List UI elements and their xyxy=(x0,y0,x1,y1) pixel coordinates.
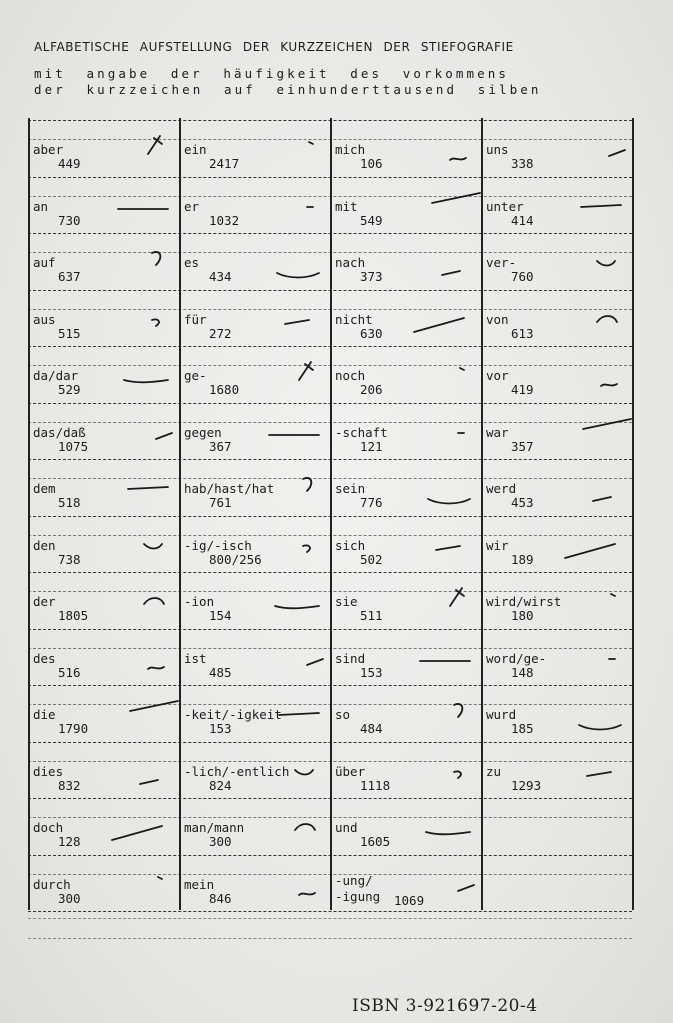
shorthand-glyph xyxy=(481,231,632,287)
cell-word: dem xyxy=(33,481,56,496)
shorthand-cell xyxy=(330,457,481,513)
subtitle-line-2: der kurzzeichen auf einhunderttausend silben xyxy=(34,82,542,97)
shorthand-cell xyxy=(330,288,481,344)
cell-frequency: 1118 xyxy=(360,777,391,793)
cell-frequency: 373 xyxy=(360,269,383,284)
shorthand-glyph xyxy=(481,288,632,344)
shorthand-cell xyxy=(330,627,481,683)
cell-word: wurd xyxy=(486,707,517,722)
shorthand-glyph xyxy=(481,118,632,174)
shorthand-glyph xyxy=(28,118,179,174)
shorthand-glyph xyxy=(330,796,481,852)
shorthand-cell xyxy=(481,683,632,739)
cell-frequency: 106 xyxy=(360,156,383,171)
shorthand-glyph xyxy=(481,570,632,626)
cell-frequency: 800/256 xyxy=(209,551,262,567)
cell-frequency: 761 xyxy=(209,495,232,510)
shorthand-glyph xyxy=(28,683,179,739)
shorthand-glyph xyxy=(28,175,179,231)
cell-word: noch xyxy=(335,368,366,383)
cell-frequency: 613 xyxy=(511,325,534,341)
cell-word: gegen xyxy=(184,424,222,440)
shorthand-cell xyxy=(179,740,330,796)
shorthand-glyph xyxy=(330,231,481,287)
shorthand-cell xyxy=(28,231,179,287)
cell-word: unter xyxy=(486,198,524,214)
shorthand-cell xyxy=(179,853,330,909)
shorthand-cell xyxy=(28,514,179,570)
shorthand-cell xyxy=(330,514,481,570)
cell-frequency: 153 xyxy=(360,664,383,680)
cell-frequency: 738 xyxy=(58,551,81,567)
shorthand-glyph xyxy=(179,740,330,796)
cell-word: aus xyxy=(33,311,56,327)
cell-word: für xyxy=(184,311,207,327)
cell-word: sein xyxy=(335,481,366,496)
cell-frequency: 180 xyxy=(511,608,534,623)
shorthand-glyph xyxy=(481,457,632,513)
shorthand-cell xyxy=(481,288,632,344)
shorthand-table xyxy=(28,118,632,910)
shorthand-glyph xyxy=(28,796,179,852)
shorthand-cell xyxy=(179,683,330,739)
cell-frequency: 154 xyxy=(209,608,232,623)
shorthand-glyph xyxy=(179,853,330,909)
cell-word: dies xyxy=(33,763,64,779)
cell-word: die xyxy=(33,707,56,722)
shorthand-cell xyxy=(28,175,179,231)
shorthand-cell xyxy=(179,175,330,231)
shorthand-cell xyxy=(481,740,632,796)
shorthand-cell xyxy=(28,401,179,457)
isbn-label: ISBN 3-921697-20-4 xyxy=(352,996,538,1016)
shorthand-glyph xyxy=(179,457,330,513)
cell-frequency: 832 xyxy=(58,777,81,793)
shorthand-cell xyxy=(179,514,330,570)
cell-frequency: 419 xyxy=(511,382,534,397)
cell-word: sie xyxy=(335,594,358,609)
shorthand-glyph xyxy=(179,627,330,683)
cell-word: mit xyxy=(335,198,358,214)
shorthand-cell xyxy=(481,796,632,852)
cell-frequency: 300 xyxy=(58,890,81,906)
cell-word: über xyxy=(335,763,366,779)
shorthand-cell xyxy=(28,118,179,174)
cell-frequency: 518 xyxy=(58,495,81,510)
cell-word: und xyxy=(335,820,358,835)
shorthand-glyph xyxy=(179,175,330,231)
cell-frequency: 1805 xyxy=(58,608,89,623)
cell-word: word/ge- xyxy=(486,650,547,666)
cell-word: so xyxy=(335,707,351,722)
shorthand-cell xyxy=(481,118,632,174)
shorthand-cell xyxy=(330,344,481,400)
shorthand-cell xyxy=(330,853,481,909)
shorthand-cell xyxy=(179,118,330,174)
cell-word: auf xyxy=(33,255,56,270)
cell-frequency: 485 xyxy=(209,664,232,680)
shorthand-cell xyxy=(330,740,481,796)
shorthand-cell xyxy=(179,231,330,287)
cell-word: nach xyxy=(335,255,366,270)
cell-frequency: 549 xyxy=(360,212,383,228)
shorthand-glyph xyxy=(330,457,481,513)
divider xyxy=(28,918,632,919)
shorthand-glyph xyxy=(179,344,330,400)
shorthand-cell xyxy=(179,401,330,457)
shorthand-glyph xyxy=(179,570,330,626)
cell-word: mein xyxy=(184,876,215,892)
cell-frequency: 367 xyxy=(209,438,232,454)
shorthand-cell xyxy=(330,401,481,457)
shorthand-glyph xyxy=(28,514,179,570)
shorthand-glyph xyxy=(28,853,179,909)
cell-word: durch xyxy=(33,876,71,892)
shorthand-glyph xyxy=(330,740,481,796)
cell-word: uns xyxy=(486,142,509,157)
cell-frequency: 128 xyxy=(58,834,81,849)
shorthand-glyph xyxy=(330,401,481,457)
cell-frequency: 300 xyxy=(209,834,232,849)
shorthand-glyph xyxy=(28,457,179,513)
cell-word: der xyxy=(33,594,56,609)
cell-word: ist xyxy=(184,650,207,666)
cell-word: -lich/-entlich xyxy=(184,763,290,779)
cell-frequency: 1790 xyxy=(58,721,89,736)
shorthand-glyph xyxy=(28,344,179,400)
shorthand-glyph xyxy=(28,627,179,683)
subtitle-line-1: mit angabe der häufigkeit des vorkommens xyxy=(34,66,510,81)
cell-word: den xyxy=(33,537,56,553)
shorthand-glyph xyxy=(179,288,330,344)
cell-frequency: 846 xyxy=(209,890,232,906)
shorthand-cell xyxy=(28,740,179,796)
cell-frequency: 1293 xyxy=(511,777,542,793)
shorthand-glyph xyxy=(330,627,481,683)
shorthand-cell xyxy=(330,796,481,852)
cell-frequency: 1069 xyxy=(394,892,425,908)
cell-word: vor xyxy=(486,368,509,383)
shorthand-cell xyxy=(481,627,632,683)
cell-word: -ung/ -igung xyxy=(335,872,381,904)
shorthand-glyph xyxy=(330,118,481,174)
cell-word: -ig/-isch xyxy=(184,537,252,553)
row-rule xyxy=(28,911,632,912)
shorthand-cell xyxy=(481,231,632,287)
shorthand-cell xyxy=(330,118,481,174)
shorthand-glyph xyxy=(28,401,179,457)
shorthand-glyph xyxy=(28,740,179,796)
shorthand-cell xyxy=(179,344,330,400)
cell-frequency: 776 xyxy=(360,495,383,510)
cell-word: des xyxy=(33,650,56,666)
cell-word: an xyxy=(33,198,49,214)
shorthand-cell xyxy=(179,627,330,683)
shorthand-cell xyxy=(481,853,632,909)
shorthand-glyph xyxy=(28,288,179,344)
cell-word: -keit/-igkeit xyxy=(184,707,282,722)
cell-frequency: 121 xyxy=(360,438,383,454)
shorthand-glyph xyxy=(481,740,632,796)
shorthand-cell xyxy=(28,796,179,852)
cell-frequency: 206 xyxy=(360,382,383,397)
cell-word: man/mann xyxy=(184,820,245,835)
shorthand-cell xyxy=(330,175,481,231)
cell-word: doch xyxy=(33,820,64,835)
shorthand-glyph xyxy=(28,570,179,626)
cell-word: -schaft xyxy=(335,424,388,440)
shorthand-glyph xyxy=(481,175,632,231)
cell-word: war xyxy=(486,424,509,440)
cell-word: ver- xyxy=(486,255,517,270)
shorthand-cell xyxy=(481,401,632,457)
cell-frequency: 502 xyxy=(360,551,383,567)
cell-word: sich xyxy=(335,537,366,553)
shorthand-glyph xyxy=(481,683,632,739)
cell-frequency: 338 xyxy=(511,156,534,171)
shorthand-glyph xyxy=(481,514,632,570)
shorthand-cell xyxy=(28,344,179,400)
shorthand-cell xyxy=(330,231,481,287)
cell-frequency: 516 xyxy=(58,664,81,680)
cell-frequency: 637 xyxy=(58,269,81,284)
shorthand-cell xyxy=(179,570,330,626)
cell-frequency: 760 xyxy=(511,269,534,284)
shorthand-glyph xyxy=(330,514,481,570)
shorthand-glyph xyxy=(179,231,330,287)
cell-word: da/dar xyxy=(33,368,79,383)
cell-word: werd xyxy=(486,481,517,496)
cell-frequency: 484 xyxy=(360,721,383,736)
shorthand-cell xyxy=(179,457,330,513)
cell-frequency: 434 xyxy=(209,269,232,284)
cell-word: -ion xyxy=(184,594,215,609)
shorthand-glyph xyxy=(481,344,632,400)
shorthand-cell xyxy=(179,288,330,344)
cell-frequency: 529 xyxy=(58,382,81,397)
cell-word: von xyxy=(486,311,509,327)
shorthand-glyph xyxy=(330,288,481,344)
column-rule xyxy=(632,118,634,910)
shorthand-glyph xyxy=(330,570,481,626)
shorthand-cell xyxy=(28,627,179,683)
cell-frequency: 148 xyxy=(511,664,534,680)
cell-frequency: 824 xyxy=(209,777,232,793)
shorthand-glyph xyxy=(179,514,330,570)
shorthand-cell xyxy=(28,457,179,513)
cell-word: das/daß xyxy=(33,424,86,440)
cell-frequency: 1075 xyxy=(58,438,89,454)
cell-frequency: 357 xyxy=(511,438,534,454)
cell-frequency: 453 xyxy=(511,495,534,510)
cell-word: ein xyxy=(184,142,207,157)
shorthand-glyph xyxy=(330,683,481,739)
cell-word: sind xyxy=(335,650,366,666)
shorthand-glyph xyxy=(481,401,632,457)
cell-word: wird/wirst xyxy=(486,594,562,609)
shorthand-cell xyxy=(481,514,632,570)
shorthand-cell xyxy=(179,796,330,852)
shorthand-glyph xyxy=(481,627,632,683)
shorthand-cell xyxy=(330,683,481,739)
cell-frequency: 1680 xyxy=(209,382,240,397)
shorthand-glyph xyxy=(179,796,330,852)
shorthand-glyph xyxy=(179,683,330,739)
shorthand-cell xyxy=(481,570,632,626)
cell-frequency: 1605 xyxy=(360,834,391,849)
cell-frequency: 414 xyxy=(511,212,534,228)
cell-frequency: 515 xyxy=(58,325,81,341)
cell-frequency: 730 xyxy=(58,212,81,228)
cell-frequency: 185 xyxy=(511,721,534,736)
cell-word: ge- xyxy=(184,368,207,383)
cell-word: nicht xyxy=(335,311,373,327)
shorthand-cell xyxy=(28,570,179,626)
cell-word: wir xyxy=(486,537,509,553)
cell-frequency: 630 xyxy=(360,325,383,341)
divider xyxy=(28,938,632,939)
shorthand-cell xyxy=(28,288,179,344)
shorthand-glyph xyxy=(179,401,330,457)
cell-frequency: 153 xyxy=(209,721,232,736)
shorthand-glyph xyxy=(330,175,481,231)
shorthand-cell xyxy=(28,853,179,909)
cell-word: zu xyxy=(486,763,502,779)
cell-word: mich xyxy=(335,142,366,157)
cell-frequency: 189 xyxy=(511,551,534,567)
shorthand-glyph xyxy=(330,344,481,400)
shorthand-cell xyxy=(330,570,481,626)
cell-word: es xyxy=(184,255,200,270)
shorthand-glyph xyxy=(179,118,330,174)
page-title: ALFABETISCHE AUFSTELLUNG DER KURZZEICHEN DER STIEFOGRAFIE xyxy=(34,40,514,54)
cell-word: er xyxy=(184,198,200,214)
cell-word: aber xyxy=(33,142,64,157)
shorthand-glyph xyxy=(330,853,481,909)
shorthand-cell xyxy=(481,175,632,231)
cell-frequency: 1032 xyxy=(209,212,240,228)
shorthand-cell xyxy=(481,457,632,513)
shorthand-cell xyxy=(28,683,179,739)
cell-frequency: 449 xyxy=(58,156,81,171)
cell-word: hab/hast/hat xyxy=(184,481,275,496)
shorthand-cell xyxy=(481,344,632,400)
shorthand-glyph xyxy=(28,231,179,287)
cell-frequency: 511 xyxy=(360,608,383,623)
cell-frequency: 2417 xyxy=(209,156,240,171)
cell-frequency: 272 xyxy=(209,325,232,341)
